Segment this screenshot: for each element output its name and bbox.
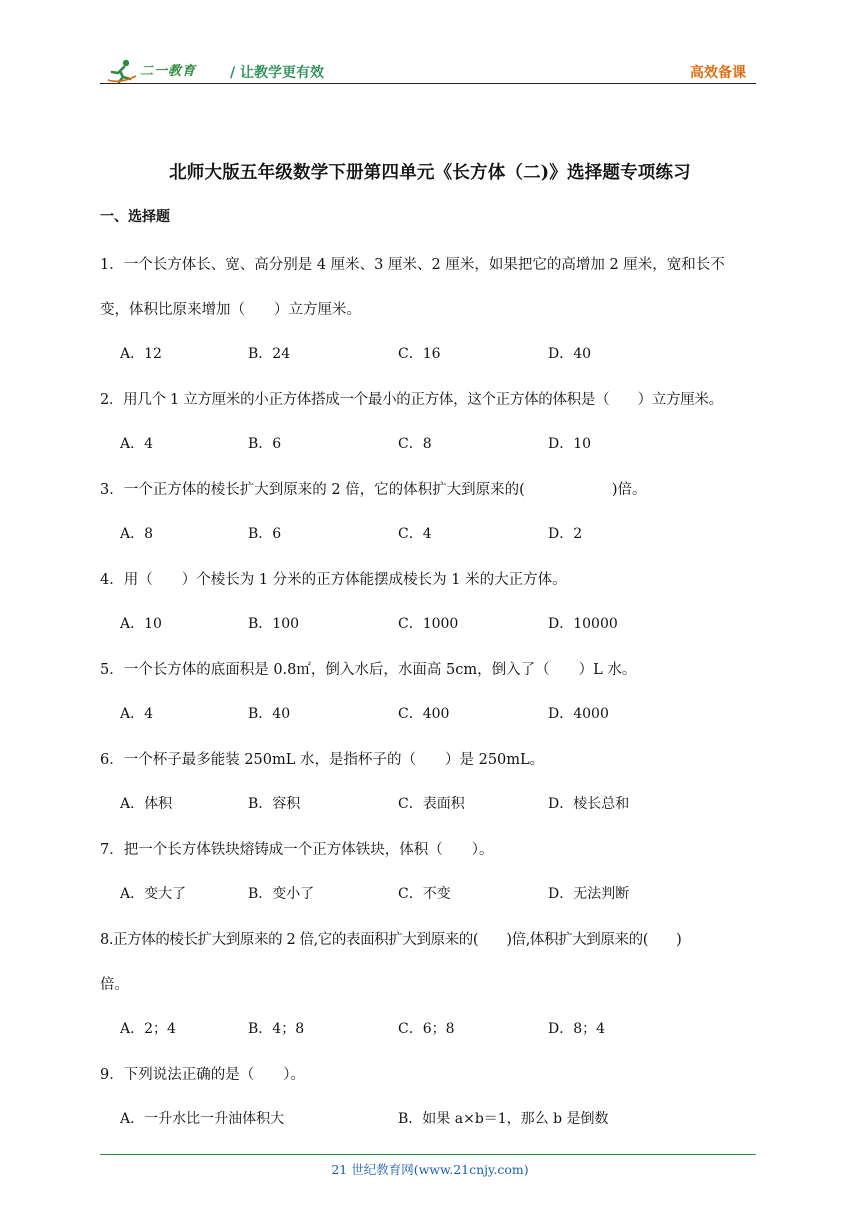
question-6-line-1: 6．一个杯子最多能装 250mL 水，是指杯子的（ ）是 250mL。 <box>100 752 545 768</box>
header-slogan: / 让教学更有效 <box>230 65 324 81</box>
question-5-option-d[interactable]: D．4000 <box>548 706 609 722</box>
question-5-option-b[interactable]: B．40 <box>248 706 291 722</box>
logo <box>106 58 202 84</box>
question-5-option-a[interactable]: A．4 <box>120 706 154 722</box>
question-9-option-b[interactable]: B．如果 a×b＝1，那么 b 是倒数 <box>398 1111 609 1127</box>
question-6-option-a[interactable]: A．体积 <box>120 796 173 812</box>
question-2-option-a[interactable]: A．4 <box>120 436 154 452</box>
question-9-line-1: 9．下列说法正确的是（ ）。 <box>100 1067 305 1083</box>
question-3-line-1: 3．一个正方体的棱长扩大到原来的 2 倍，它的体积扩大到原来的( )倍。 <box>100 482 647 498</box>
question-8-line-1: 8.正方体的棱长扩大到原来的 2 倍,它的表面积扩大到原来的( )倍,体积扩大到原来的( ) <box>100 932 682 948</box>
question-2-option-b[interactable]: B．6 <box>248 436 282 452</box>
logo-text: 二一教育 <box>140 64 197 79</box>
question-1-option-d[interactable]: D．40 <box>548 346 592 362</box>
question-4-option-c[interactable]: C．1000 <box>398 616 459 632</box>
question-6-option-d[interactable]: D．棱长总和 <box>548 796 630 812</box>
question-1-line-1: 1．一个长方体长、宽、高分别是 4 厘米、3 厘米、2 厘米，如果把它的高增加 2 厘米，宽和长不 <box>100 257 725 273</box>
question-8-option-d[interactable]: D．8；4 <box>548 1021 606 1037</box>
question-4-option-a[interactable]: A．10 <box>120 616 162 632</box>
question-8-option-c[interactable]: C．6；8 <box>398 1021 455 1037</box>
question-3-option-d[interactable]: D．2 <box>548 526 583 542</box>
question-2-option-d[interactable]: D．10 <box>548 436 592 452</box>
page-footer: 21 世纪教育网(www.21cnjy.com) <box>331 1162 529 1177</box>
question-7-option-a[interactable]: A．变大了 <box>120 886 187 902</box>
section-heading: 一、选择题 <box>100 209 170 225</box>
page-title: 北师大版五年级数学下册第四单元《长方体（二)》选择题专项练习 <box>169 163 691 183</box>
question-3-option-b[interactable]: B．6 <box>248 526 282 542</box>
question-7-line-1: 7．把一个长方体铁块熔铸成一个正方体铁块，体积（ ）。 <box>100 842 494 858</box>
question-1-line-2: 变，体积比原来增加（ ）立方厘米。 <box>100 302 361 318</box>
question-6-option-c[interactable]: C．表面积 <box>398 796 465 812</box>
question-6-option-b[interactable]: B．容积 <box>248 796 301 812</box>
question-5-line-1: 5．一个长方体的底面积是 0.8㎡，倒入水后，水面高 5cm，倒入了（ ）L 水。 <box>100 662 637 678</box>
question-7-option-c[interactable]: C．不变 <box>398 886 451 902</box>
question-9-option-a[interactable]: A．一升水比一升油体积大 <box>120 1111 285 1127</box>
question-1-option-c[interactable]: C．16 <box>398 346 441 362</box>
question-7-option-b[interactable]: B．变小了 <box>248 886 315 902</box>
question-1-option-a[interactable]: A．12 <box>120 346 162 362</box>
header-divider <box>100 83 756 84</box>
question-7-option-d[interactable]: D．无法判断 <box>548 886 630 902</box>
question-1-option-b[interactable]: B．24 <box>248 346 291 362</box>
page-header <box>100 58 756 84</box>
question-2-option-c[interactable]: C．8 <box>398 436 432 452</box>
question-4-option-b[interactable]: B．100 <box>248 616 300 632</box>
question-8-option-b[interactable]: B．4；8 <box>248 1021 305 1037</box>
header-right-label: 高效备课 <box>690 65 746 81</box>
question-8-option-a[interactable]: A．2；4 <box>120 1021 176 1037</box>
question-3-option-a[interactable]: A．8 <box>120 526 154 542</box>
footer-divider <box>100 1154 756 1155</box>
question-4-line-1: 4．用（ ）个棱长为 1 分米的正方体能摆成棱长为 1 米的大正方体。 <box>100 572 567 588</box>
question-4-option-d[interactable]: D．10000 <box>548 616 618 632</box>
question-5-option-c[interactable]: C．400 <box>398 706 450 722</box>
question-3-option-c[interactable]: C．4 <box>398 526 432 542</box>
question-8-line-2: 倍。 <box>100 977 129 993</box>
runner-logo-icon <box>106 58 138 84</box>
question-2-line-1: 2．用几个 1 立方厘米的小正方体搭成一个最小的正方体，这个正方体的体积是（ ）立方厘米。 <box>100 392 723 408</box>
